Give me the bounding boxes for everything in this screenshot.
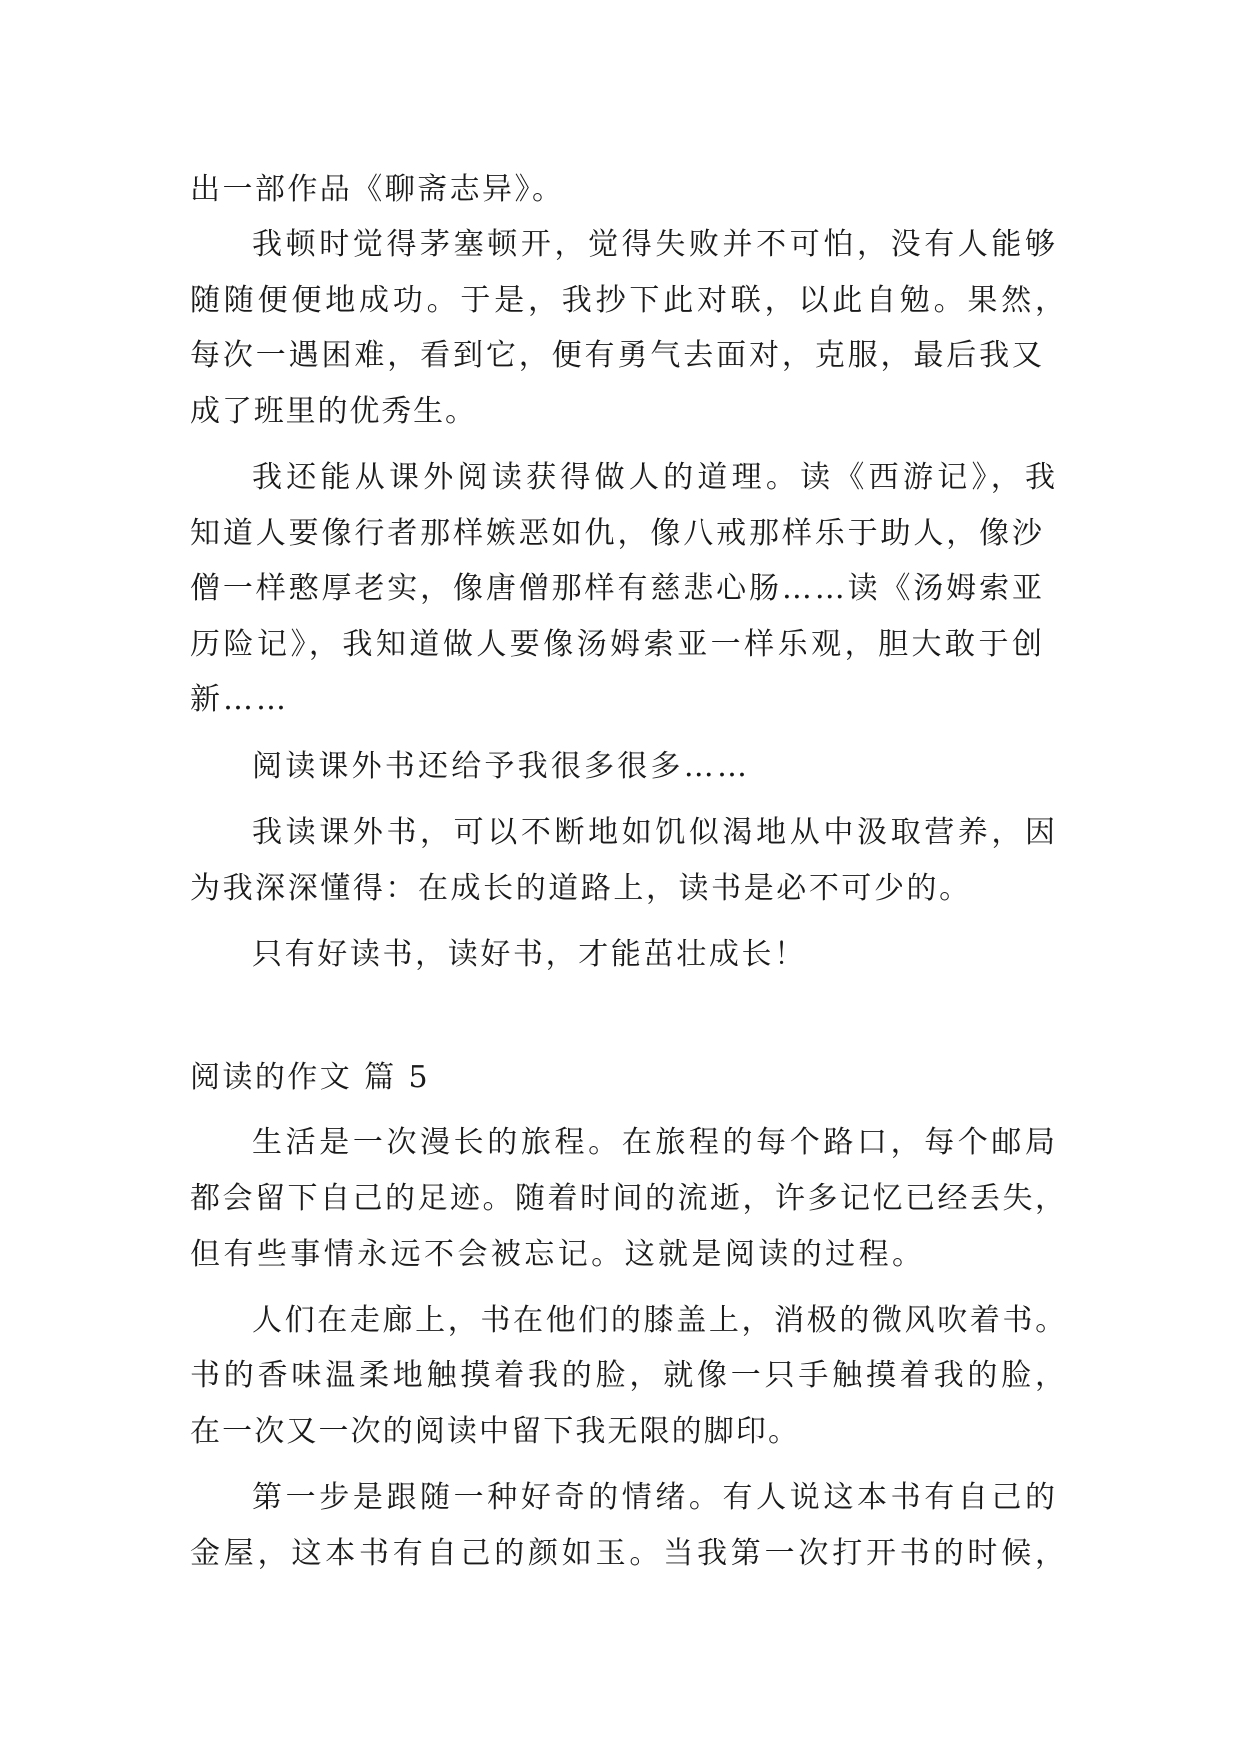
line-text: 每次一遇困难，看到它，便有勇气去面对，克服，最后我又 [190, 338, 1045, 373]
section-heading [0, 1052, 1241, 1104]
line-text: 阅读课外书还给予我很多很多…… [252, 749, 751, 784]
line-text: 在一次又一次的阅读中留下我无限的脚印。 [190, 1414, 801, 1449]
line-text: 我读课外书，可以不断地如饥似渴地从中汲取营养，因 [252, 815, 1059, 850]
text-line [0, 807, 1241, 859]
line-text: 都会留下自己的足迹。随着时间的流逝，许多记忆已经丢失， [190, 1181, 1068, 1216]
line-text: 只有好读书，读好书，才能茁壮成长！ [252, 937, 807, 972]
line-text: 知道人要像行者那样嫉恶如仇，像八戒那样乐于助人，像沙 [190, 516, 1045, 551]
text-line [0, 1229, 1241, 1281]
text-line [0, 219, 1241, 271]
text-line [0, 1117, 1241, 1169]
text-line [0, 386, 1241, 438]
line-text: 随随便便地成功。于是，我抄下此对联，以此自勉。果然， [190, 283, 1069, 318]
text-line [0, 1173, 1241, 1225]
text-line [0, 1472, 1241, 1524]
line-text: 僧一样憨厚老实，像唐僧那样有慈悲心肠……读《汤姆索亚 [190, 571, 1045, 606]
line-text: 第一步是跟随一种好奇的情绪。有人说这本书有自己的 [252, 1480, 1059, 1515]
text-line [0, 1528, 1241, 1580]
text-line [0, 929, 1241, 981]
text-line [0, 1295, 1241, 1347]
section-heading-text: 阅读的作文 篇 5 [190, 1060, 431, 1095]
line-text: 我顿时觉得茅塞顿开，觉得失败并不可怕，没有人能够 [252, 227, 1059, 262]
line-text: 历险记》，我知道做人要像汤姆索亚一样乐观，胆大敢于创 [190, 627, 1046, 662]
line-text: 书的香味温柔地触摸着我的脸，就像一只手触摸着我的脸， [190, 1358, 1069, 1393]
text-line [0, 619, 1241, 671]
line-text: 人们在走廊上，书在他们的膝盖上，消极的微风吹着书。 [252, 1303, 1068, 1338]
text-line [0, 741, 1241, 793]
text-line [0, 508, 1241, 560]
text-line [0, 164, 1241, 216]
line-text: 我还能从课外阅读获得做人的道理。读《西游记》，我 [252, 460, 1060, 495]
text-line [0, 330, 1241, 382]
text-line [0, 563, 1241, 615]
text-line [0, 275, 1241, 327]
line-text: 金屋，这本书有自己的颜如玉。当我第一次打开书的时候， [190, 1536, 1069, 1571]
text-line [0, 452, 1241, 504]
line-text: 但有些事情永远不会被忘记。这就是阅读的过程。 [190, 1237, 926, 1272]
text-line [0, 1406, 1241, 1458]
line-text: 成了班里的优秀生。 [190, 394, 477, 429]
text-line [0, 674, 1241, 726]
line-text: 为我深深懂得：在成长的道路上，读书是必不可少的。 [190, 871, 972, 906]
line-text: 生活是一次漫长的旅程。在旅程的每个路口，每个邮局 [252, 1125, 1059, 1160]
line-text: 新…… [190, 682, 289, 717]
text-line [0, 863, 1241, 915]
text-line [0, 1350, 1241, 1402]
line-text: 出一部作品《聊斋志异》。 [190, 172, 565, 207]
